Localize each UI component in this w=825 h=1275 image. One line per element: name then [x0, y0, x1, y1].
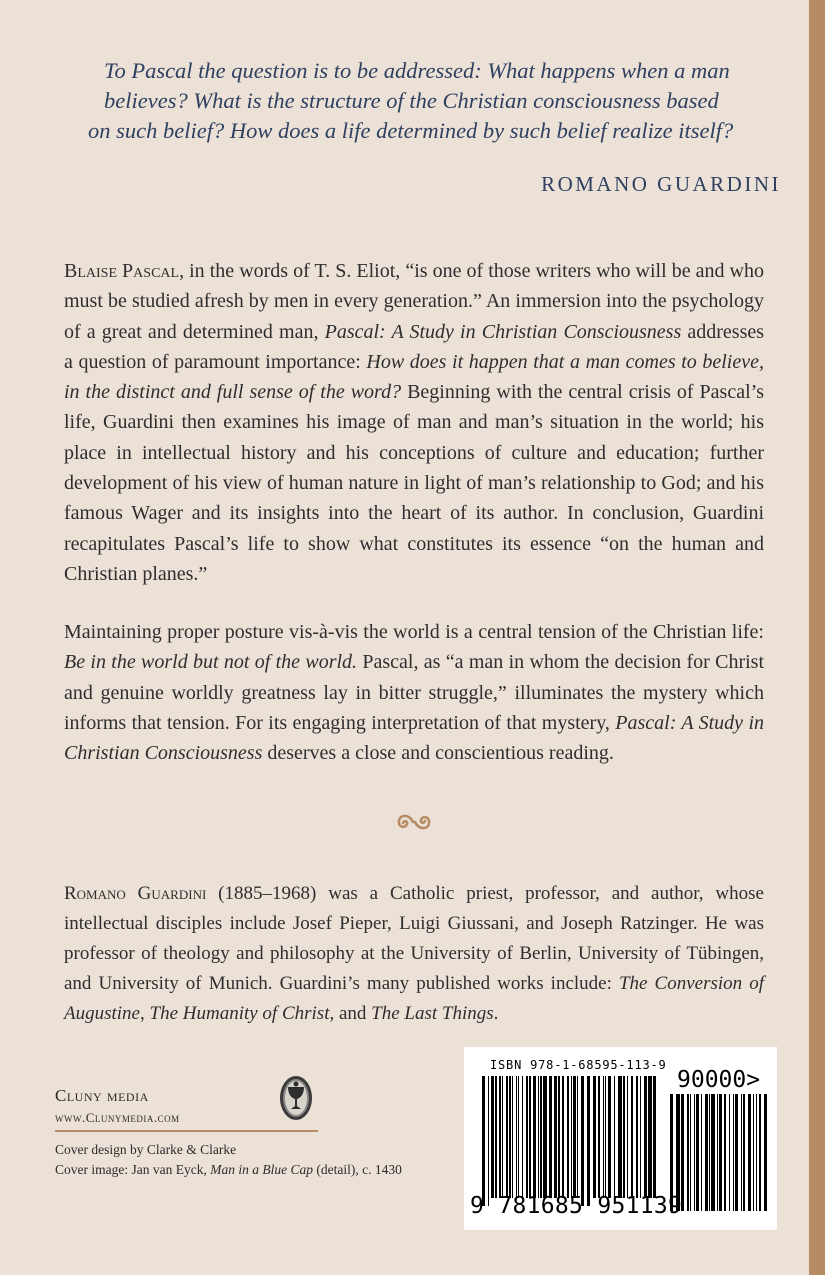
barcode-bar [735, 1094, 738, 1211]
barcode-bar [687, 1094, 689, 1211]
barcode-bar [518, 1076, 519, 1198]
barcode-bar [764, 1094, 767, 1211]
book-title-italic: Pascal: A Study in Christian Consciousness [64, 711, 764, 765]
author-name: Romano Guardini [64, 883, 207, 904]
fleuron-ornament-icon [397, 812, 431, 832]
barcode-bar [640, 1076, 641, 1198]
barcode-bar [573, 1076, 576, 1198]
author-bio [64, 879, 764, 1029]
barcode-bar [567, 1076, 569, 1198]
barcode-bar [605, 1076, 606, 1198]
barcode-bar [495, 1076, 497, 1198]
publisher-url: www.Clunymedia.com [55, 1110, 180, 1125]
barcode-bar [743, 1094, 745, 1211]
publisher-divider [55, 1130, 318, 1132]
barcode-bar [533, 1076, 536, 1198]
barcode-bar [618, 1076, 622, 1198]
barcode-bar [603, 1076, 604, 1198]
barcode-bar [581, 1076, 584, 1206]
barcode-bar [729, 1094, 730, 1211]
barcode-bar [711, 1094, 715, 1211]
text-run: , [140, 1003, 150, 1024]
text-run: Maintaining proper posture vis-à-vis the world is a central tension of the Christian life: [64, 621, 764, 643]
barcode-bar [516, 1076, 517, 1198]
text-run: (detail), c. 1430 [312, 1162, 402, 1177]
text-run: Pascal, as “a man in whom the decision for Christ and genuine worldly greatness lay in bitter struggle,” illuminates the mystery which informs that tension. For its engaging interpretation of that mystery, [64, 651, 764, 734]
barcode-bar [522, 1076, 523, 1198]
barcode-bar [701, 1094, 702, 1211]
barcode-bar [719, 1094, 722, 1211]
barcode-bar [502, 1076, 503, 1198]
quote-line-3: on such belief? How does a life determined by such belief realize itself? [88, 118, 734, 143]
cover-design-credit: Cover design by Clarke & Clarke [55, 1142, 237, 1157]
barcode-bar [499, 1076, 501, 1198]
barcode-bar [753, 1094, 754, 1211]
barcode-bar [577, 1076, 578, 1198]
barcode-bar [598, 1076, 600, 1198]
ean-barcode-bars [482, 1076, 658, 1206]
text-run: deserves a close and conscientious reading. [262, 742, 614, 765]
text-run: addresses a question of paramount importance: [64, 320, 765, 373]
barcode-bar [733, 1094, 734, 1211]
text-run: Beginning with the central crisis of Pascal’s life, Guardini then examines his image of man and man’s situation in the world; his place in intellectual history and his conceptions of culture and education; further development of his view of human nature in light of man’s relationship to God; and his famous Wager and its insights into the heart of its author. In conclusion, Guardini recapitulates Pascal’s life to show what constitutes its essence “on the human and Christian planes.” [64, 381, 764, 585]
cover-image-credit [55, 1162, 402, 1178]
barcode-bar [488, 1076, 489, 1206]
barcode-bar [571, 1076, 572, 1198]
barcode-bar [623, 1076, 625, 1198]
barcode-bar [562, 1076, 564, 1198]
description-paragraph-1 [64, 256, 764, 589]
barcode-bar [748, 1094, 751, 1211]
lead-name: Blaise Pascal [64, 260, 180, 282]
barcode-bar [694, 1094, 695, 1211]
publisher-name: Cluny media [55, 1086, 149, 1105]
price-code: 90000> [677, 1067, 761, 1093]
barcode-bar [512, 1076, 513, 1198]
quote-line-2: believes? What is the structure of the Christian consciousness based [104, 88, 719, 113]
barcode-bar [724, 1094, 726, 1211]
barcode-bar [540, 1076, 542, 1198]
barcode-bar [690, 1094, 691, 1211]
spine-strip [809, 0, 825, 1275]
maxim-italic: Be in the world but not of the world. [64, 651, 358, 674]
chalice-seal-icon [279, 1075, 313, 1121]
barcode-bar [631, 1076, 633, 1198]
barcode-bar [529, 1076, 531, 1198]
text-run: , in the words of T. S. Eliot, “is one of those writers who will be and who must be studied afresh by men in every generation.” An immersion into the psychology of a great and determined man, [64, 260, 764, 343]
barcode-bar [644, 1076, 647, 1198]
barcode-bar [549, 1076, 552, 1198]
barcode-bar [491, 1076, 494, 1198]
barcode-bar [627, 1076, 628, 1198]
barcode-bar [509, 1076, 511, 1198]
text-run: Cover image: Jan van Eyck, [55, 1162, 211, 1177]
barcode-bar [593, 1076, 596, 1198]
text-run: . [493, 1003, 499, 1024]
barcode-bar [705, 1094, 708, 1211]
addon-barcode-bars [670, 1094, 770, 1219]
barcode-bar [538, 1076, 539, 1198]
text-run: , and [329, 1003, 372, 1024]
work-title: The Last Things [371, 1003, 494, 1024]
barcode-bar [526, 1076, 528, 1198]
quote-attribution: ROMANO GUARDINI [541, 172, 781, 196]
question-italic: How does it happen that a man comes to believe, in the distinct and full sense of the word? [64, 350, 764, 404]
barcode-bar [543, 1076, 547, 1198]
barcode-bar [614, 1076, 615, 1198]
barcode-bar [759, 1094, 761, 1211]
barcode-bar [554, 1076, 557, 1198]
book-title-italic: Pascal: A Study in Christian Consciousness [324, 320, 682, 343]
ean-digits: 9 781685 951139 [470, 1193, 683, 1219]
barcode-bar [608, 1076, 611, 1198]
barcode-bar [587, 1076, 590, 1206]
barcode-bar [648, 1076, 652, 1198]
barcode-bar [558, 1076, 560, 1198]
painting-title: Man in a Blue Cap [210, 1162, 313, 1177]
barcode-bar [696, 1094, 699, 1211]
work-title: The Conversion of Augustine [64, 973, 764, 1024]
work-title: The Humanity of Christ [149, 1003, 330, 1024]
barcode-bar [717, 1094, 718, 1211]
text-run: (1885–1968) was a Catholic priest, professor, and author, whose intellectual disciples include Josef Pieper, Luigi Giussani, and Joseph Ratzinger. He was professor of theology and philosophy at the University of Berlin, University of Tübingen, and University of Munich. Guardini’s many published works include: [64, 883, 764, 994]
barcode-bar [636, 1076, 638, 1198]
description-paragraph-2 [64, 617, 764, 768]
barcode-bar [506, 1076, 508, 1198]
barcode-bar [741, 1094, 742, 1211]
barcode-bar [653, 1076, 656, 1198]
barcode-bar [709, 1094, 710, 1211]
barcode-bar [482, 1076, 485, 1206]
isbn-label: ISBN 978-1-68595-113-9 [490, 1058, 667, 1072]
epigraph-quote [88, 56, 788, 146]
quote-line-1: To Pascal the question is to be addressed: What happens when a man [104, 58, 730, 83]
barcode-bar [756, 1094, 757, 1211]
